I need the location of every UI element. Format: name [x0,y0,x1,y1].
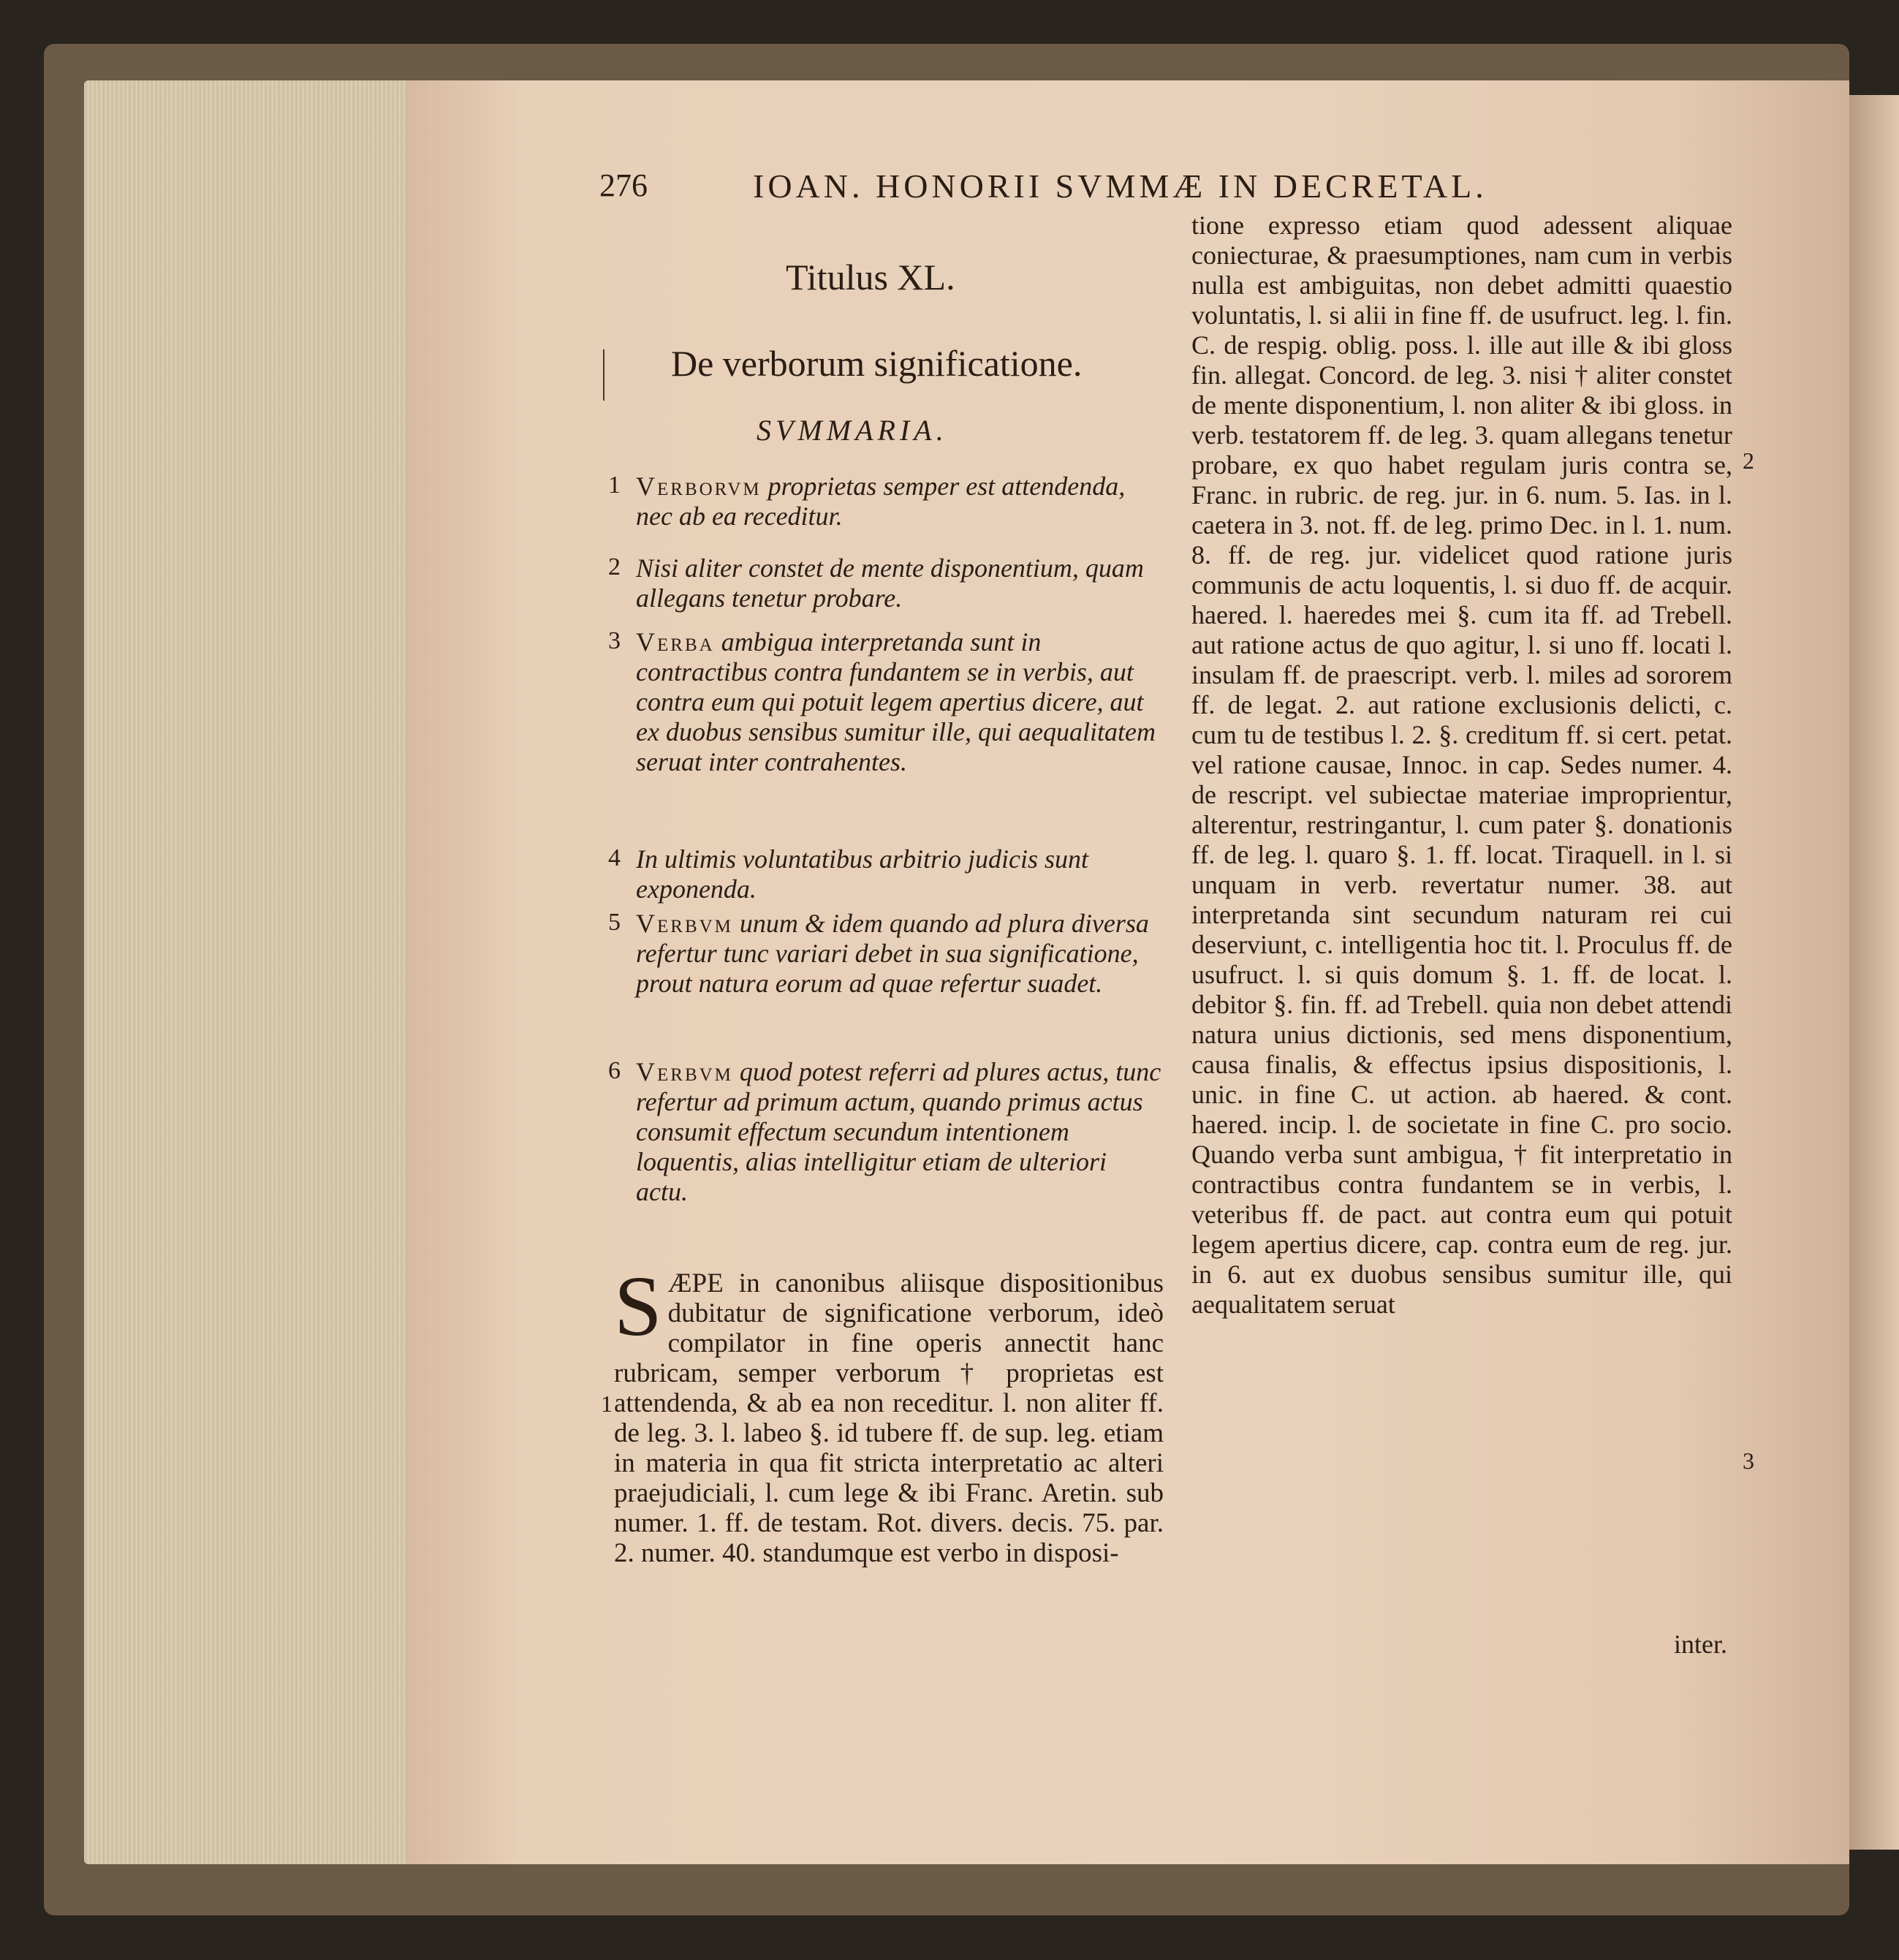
opposite-page-edge [1849,95,1899,1850]
right-column-text: tione expresso etiam quod adessent aliquae coniecturae, & praesumptiones, nam cum in verbis nulla est ambiguitas, non debet admitti quaestio voluntatis, l. si alii in fine ff. de usufruct. leg. l. fin. C. de respig. oblig. poss. l. ille aut ille & ibi gloss fin. allegat. Concord. de leg. 3. nisi † aliter constet de mente disponentium, l. non aliter & ibi gloss. in verb. testatorem ff. de leg. 3. quam allegans tenetur probare, ex quo habet regulam juris contra se, Franc. in rubric. de reg. jur. in 6. num. 5. Ias. in l. caetera in 3. not. ff. de leg. primo Dec. in l. 1. num. 8. ff. de reg. jur. videlicet quod ratione juris communis de actu loquentis, l. si duo ff. de acquir. haered. l. haeredes mei §. cum ita ff. ad Trebell. aut ratione actus de quo agitur, l. si uno ff. locati l. insulam ff. de praescript. verb. l. miles ad sororem ff. de legat. 2. aut ratione exclusionis delicti, c. cum tu de testibus l. 2. §. creditum ff. si cert. petat. vel ratione causae, Innoc. in cap. Sedes numer. 4. de rescript. vel subiectae materiae improprientur, alterentur, restringantur, l. cum pater §. donationis ff. de leg. l. quaro §. 1. ff. locat. Tiraquell. in l. si unquam in verb. revertatur numer. 38. aut interpretanda sint secundum naturam rei cui deserviunt, c. intelligentia hoc tit. l. Proculus ff. de usufruct. l. si quis domum §. 1. ff. de locat. l. debitor §. fin. ff. ad Trebell. quia non debet attendi natura unius dictionis, sed mens disponentium, causa finalis, & effectus ipsius dispositionis, l. unic. in fine C. ut action. ab haered. & cont. haered. incip. l. de societate in fine C. pro socio. Quando verba sunt ambigua, † fit interpretatio in contractibus contra fundantem se in verbis, l. veteribus ff. de pact. aut contra eum qui potuit legem apertius dicere, cap. contra eum de reg. jur. in 6. aut ex duobus sensibus sumitur ille, qui aequalitatem seruat [1191,211,1732,1319]
summary-lead-word: Verbvm [636,909,733,938]
summary-text: unum & idem quando ad plura diversa refertur tunc variari debet in sua significatione, prout natura eorum ad quae refertur suadet. [636,909,1149,998]
page-edges [84,80,420,1864]
drop-cap: S [614,1258,662,1354]
page-header [599,167,1681,211]
summary-item [636,553,1162,613]
catchword: inter. [1674,1630,1727,1659]
summary-lead-word: Verbvm [636,1057,733,1086]
margin-number: 2 [1743,447,1754,474]
page-number: 276 [599,167,648,203]
summary-number: 3 [608,627,621,654]
summary-text: quod potest referri ad plures actus, tunc refertur ad primum actum, quando primus actus consumit effectum secundum intentionem loquentis, alias intelligitur etiam de ulteriori actu. [636,1057,1161,1206]
margin-number: 1 [601,1390,613,1417]
summary-number: 4 [608,844,621,871]
right-column [1191,211,1732,1320]
summary-text: In ultimis voluntatibus arbitrio judicis sunt exponenda. [636,844,1089,904]
section-subtitle: De verborum significatione. [671,343,1083,384]
titulus-heading: Titulus XL. [786,257,955,298]
summary-item [636,909,1162,999]
summary-item [636,627,1162,777]
body-text: ÆPE in canonibus aliisque dispositionibus dubitatur de significatione verborum, ideò compilator in fine operis annectit hanc rubricam, semper verborum † proprietas est attendenda, & ab ea non receditur. l. non aliter ff. de leg. 3. l. labeo §. id tubere ff. de sup. leg. etiam in materia in qua fit stricta interpretatio ac alteri praejudiciali, l. cum lege & ibi Franc. Aretin. sub numer. 1. ff. de testam. Rot. divers. decis. 75. par. 2. numer. 40. standumque est verbo in disposi- [614,1268,1164,1568]
running-head: IOAN. HONORII SVMMÆ IN DECRETAL. [753,167,1487,205]
margin-number: 3 [1743,1448,1754,1474]
summary-item [636,844,1162,904]
summary-lead-word: Verba [636,627,715,657]
summary-item [636,1057,1162,1207]
summary-text: ambigua interpretanda sunt in contractibus contra fundantem se in verbis, aut contra eum qui potuit legem apertius dicere, aut ex duobus sensibus sumitur ille, qui aequalitatem seruat inter contrahentes. [636,627,1156,776]
summary-text: proprietas semper est attendenda, nec ab ea receditur. [636,472,1126,531]
summary-item [636,472,1162,531]
summary-number: 5 [608,909,621,936]
summary-lead-word: Verborvm [636,472,762,501]
body-paragraph [614,1258,1164,1568]
bracket-mark [603,349,604,401]
summary-number: 2 [608,553,621,580]
summaria-label: SVMMARIA. [757,414,948,447]
summary-number: 1 [608,472,621,499]
summary-text: Nisi aliter constet de mente disponentium, quam allegans tenetur probare. [636,553,1144,613]
summary-number: 6 [608,1057,621,1084]
